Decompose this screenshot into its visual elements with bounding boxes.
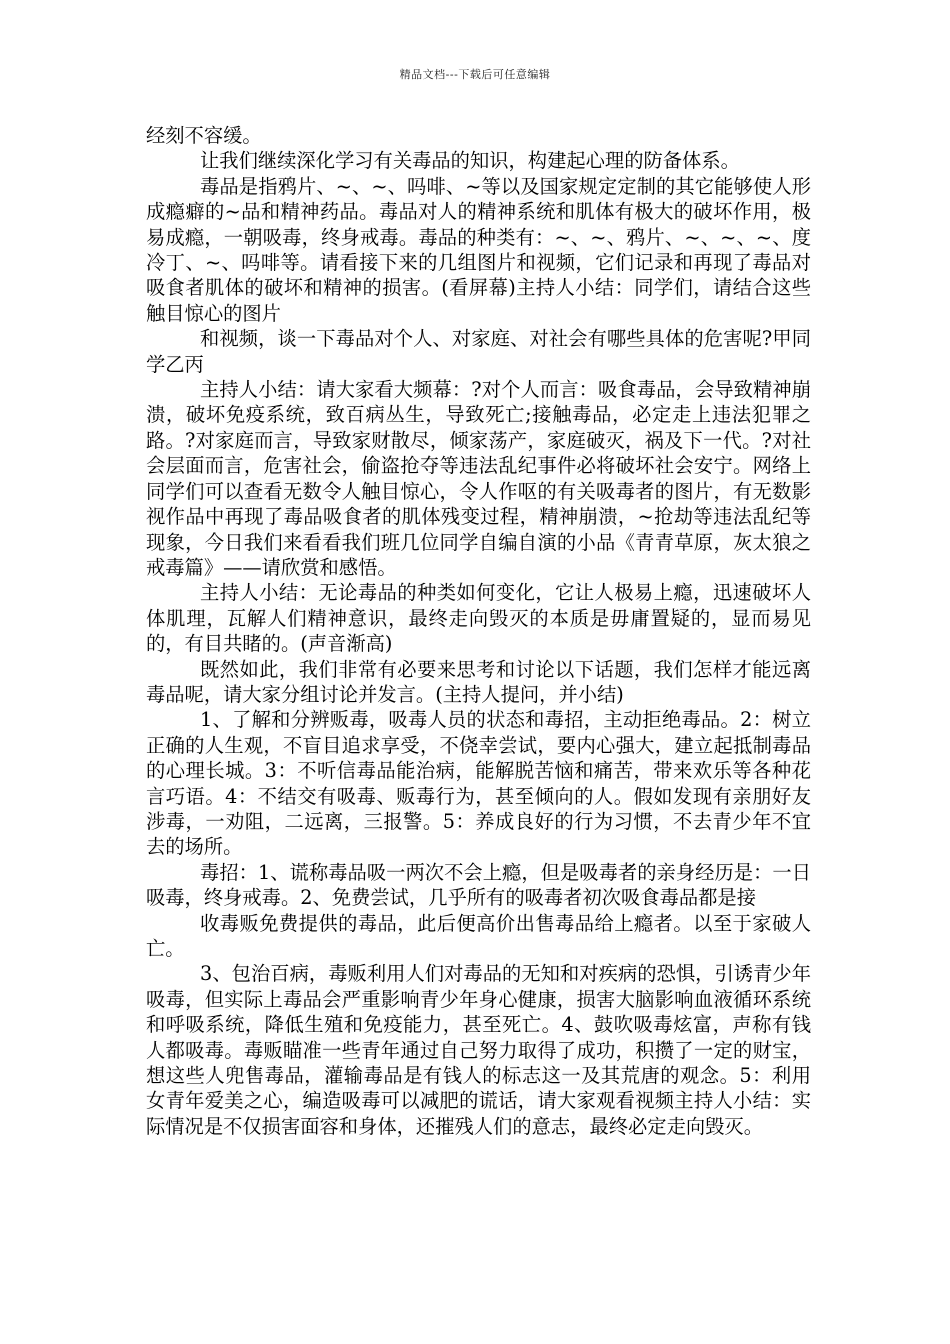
paragraph-8: 毒招：1、谎称毒品吸一两次不会上瘾，但是吸毒者的亲身经历是：一日吸毒，终身戒毒。2、免费尝试，几乎所有的吸毒者初次吸食毒品都是接 [146,860,811,910]
paragraph-4: 主持人小结：请大家看大频幕：?对个人而言：吸食毒品，会导致精神崩溃，破坏免疫系统，致百病丛生，导致死亡;接触毒品，必定走上违法犯罪之路。?对家庭而言，导致家财散尽，倾家荡产，家庭破灭，祸及下一代。?对社会层面而言，危害社会，偷盗抢夺等违法乱纪事件必将破坏社会安宁。网络上同学们可以查看无数令人触目惊心，令人作呕的有关吸毒者的图片，有无数影视作品中再现了毒品吸食者的肌体残变过程，精神崩溃，~抢劫等违法乱纪等现象，今日我们来看看我们班几位同学自编自演的小品《青青草原，灰太狼之戒毒篇》——请欣赏和感悟。 [146,378,811,579]
paragraph-3: 和视频，谈一下毒品对个人、对家庭、对社会有哪些具体的危害呢?甲同学乙丙 [146,327,811,376]
page-header: 精品文档---下载后可任意编辑 [399,68,551,81]
document-body [146,123,811,1139]
paragraph-10: 3、包治百病，毒贩利用人们对毒品的无知和对疾病的恐惧，引诱青少年吸毒，但实际上毒品会严重影响青少年身心健康，损害大脑影响血液循环系统和呼吸系统，降低生殖和免疫能力，甚至死亡。4、鼓吹吸毒炫富，声称有钱人都吸毒。毒贩瞄准一些青年通过自己努力取得了成功，积攒了一定的财宝，想这些人兜售毒品，灌输毒品是有钱人的标志这一及其荒唐的观念。5：利用女青年爱美之心，编造吸毒可以减肥的谎话，请大家观看视频主持人小结：实际情况是不仅损害面容和身体，还摧残人们的意志，最终必定走向毁灭。 [146,962,811,1138]
paragraph-7: 1、了解和分辨贩毒，吸毒人员的状态和毒招，主动拒绝毒品。2：树立正确的人生观，不盲目追求享受，不侥幸尝试，要内心强大，建立起抵制毒品的心理长城。3：不听信毒品能治病，能解脱苦恼和痛苦，带来欢乐等各种花言巧语。4：不结交有吸毒、贩毒行为，甚至倾向的人。假如发现有亲朋好友涉毒，一劝阻，二远离，三报警。5：养成良好的行为习惯，不去青少年不宜去的场所。 [146,708,811,859]
paragraph-5: 主持人小结：无论毒品的种类如何变化，它让人极易上瘾，迅速破坏人体肌理，瓦解人们精神意识，最终走向毁灭的本质是毋庸置疑的，显而易见的，有目共睹的。(声音渐高) [146,581,811,656]
paragraph-0: 经刻不容缓。 [146,124,262,147]
paragraph-6: 既然如此，我们非常有必要来思考和讨论以下话题，我们怎样才能远离毒品呢，请大家分组讨论并发言。(主持人提问，并小结) [146,657,811,706]
paragraph-9: 收毒贩免费提供的毒品，此后便高价出售毒品给上瘾者。以至于家破人亡。 [146,911,811,960]
paragraph-2: 毒品是指鸦片、~、~、吗啡、~等以及国家规定定制的其它能够使人形成瘾癖的~品和精神药品。毒品对人的精神系统和肌体有极大的破坏作用，极易成瘾，一朝吸毒，终身戒毒。毒品的种类有：~、~、鸦片、~、~、~、度冷丁、~、吗啡等。请看接下来的几组图片和视频，它们记录和再现了毒品对吸食者肌体的破坏和精神的损害。(看屏幕)主持人小结：同学们，请结合这些触目惊心的图片 [146,174,811,325]
paragraph-1: 让我们继续深化学习有关毒品的知识，构建起心理的防备体系。 [200,149,740,173]
